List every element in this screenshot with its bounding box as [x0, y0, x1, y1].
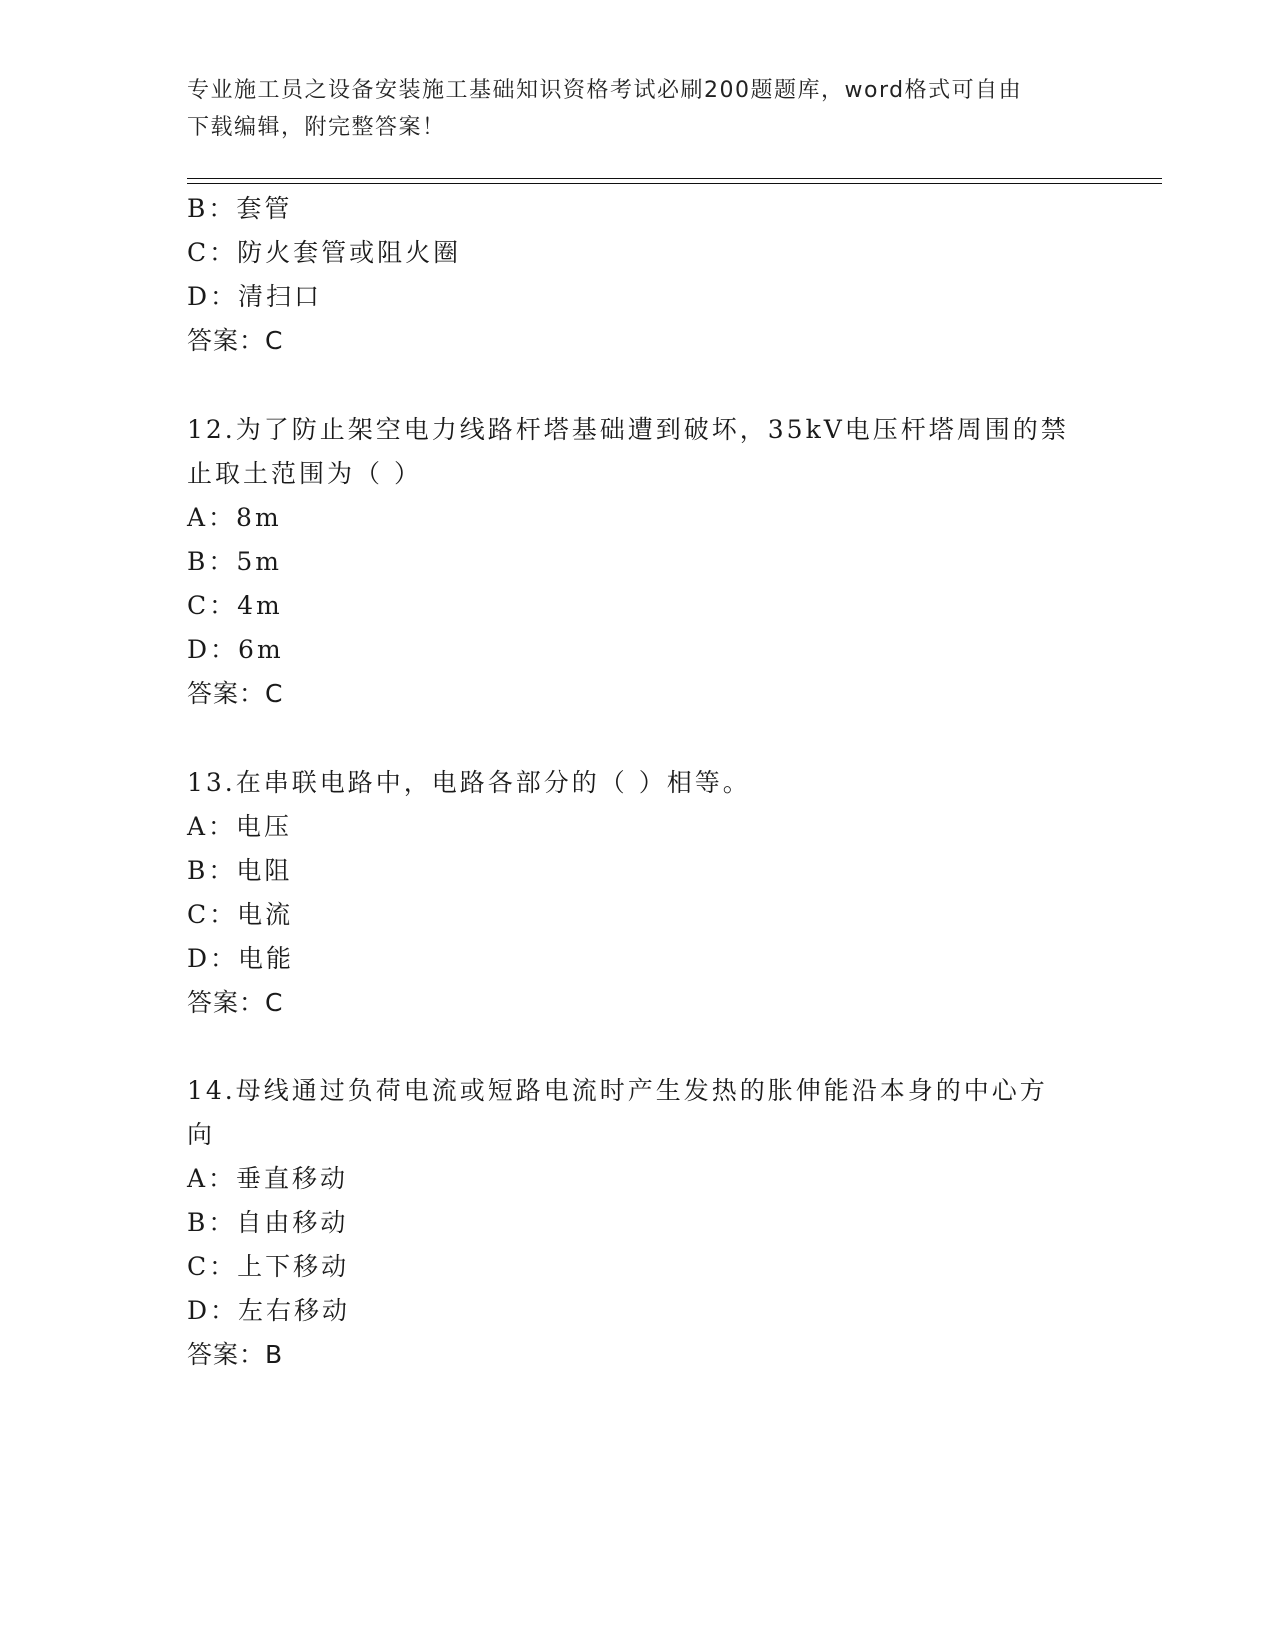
question-14-option-d: D：左右移动 [187, 1296, 351, 1325]
answer: 答案：C [187, 326, 284, 355]
header-divider-top [187, 178, 1162, 179]
question-12-option-b: B：5m [187, 547, 282, 576]
question-13-option-a: A：电压 [187, 812, 293, 841]
question-13-option-c: C：电流 [187, 900, 294, 929]
question-12-stem-line-1: 12.为了防止架空电力线路杆塔基础遭到破坏，35kV电压杆塔周围的禁 [187, 415, 1069, 444]
option-d: D：清扫口 [187, 282, 323, 311]
question-14-stem-line-2: 向 [187, 1120, 216, 1149]
question-14-option-b: B：自由移动 [187, 1208, 349, 1237]
question-12-answer: 答案：C [187, 679, 284, 708]
question-14-stem-line-1: 14.母线通过负荷电流或短路电流时产生发热的胀伸能沿本身的中心方 [187, 1076, 1048, 1105]
header-divider-bottom [187, 183, 1162, 184]
question-13-answer: 答案：C [187, 988, 284, 1017]
question-14-option-c: C：上下移动 [187, 1252, 350, 1281]
option-c: C：防火套管或阻火圈 [187, 238, 462, 267]
option-b: B：套管 [187, 194, 293, 223]
question-14-option-a: A：垂直移动 [187, 1164, 349, 1193]
question-13-option-b: B：电阻 [187, 856, 293, 885]
document-header [187, 72, 1087, 146]
question-12-option-d: D：6m [187, 635, 284, 664]
question-14-answer: 答案：B [187, 1340, 284, 1369]
question-12-option-c: C：4m [187, 591, 283, 620]
question-12-option-a: A：8m [187, 503, 282, 532]
question-13-option-d: D：电能 [187, 944, 295, 973]
header-line-2: 下载编辑，附完整答案！ [187, 115, 446, 140]
question-13-stem: 13.在串联电路中，电路各部分的（ ）相等。 [187, 768, 751, 797]
question-12-stem-line-2: 止取土范围为（ ） [187, 459, 422, 488]
header-line-1: 专业施工员之设备安装施工基础知识资格考试必刷200题题库，word格式可自由 [187, 78, 1023, 103]
